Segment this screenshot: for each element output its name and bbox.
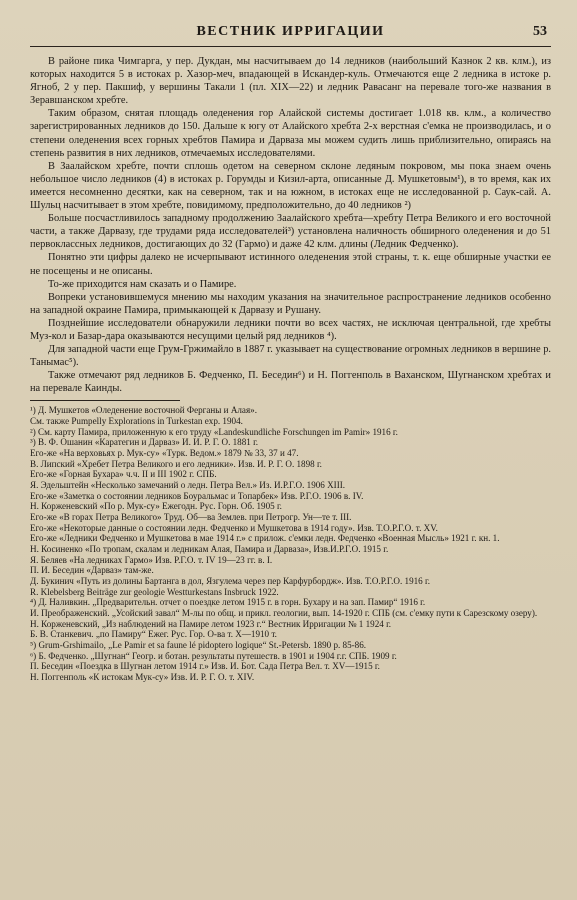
paragraph: Больше посчастливилось западному продолжению Заалайского хребта—хребту Петра Великого и его восточной части, а также Дарвазу, где трудами ряда исследователей³) установлена наличность обширного оледенения и до 51 первоклассных ледников, достигающих до 32 (Гармо) и даже 42 клм. длины (Ледник Федченко). (30, 213, 551, 251)
footnote: Н. Корженевский «По р. Мук-су» Ежегодн. Рус. Горн. Об. 1905 г. (30, 501, 282, 512)
footnote: Его-же «Горная Бухара» ч.ч. II и III 1902 г. СПБ. (30, 469, 217, 480)
paragraph: Также отмечают ряд ледников Б. Федченко, П. Беседин⁶) и Н. Поггенполь в Ваханском, Шугнанском хребтах и на перевале Каинды. (30, 370, 551, 395)
paragraph: Понятно эти цифры далеко не исчерпывают истинного оледенения этой страны, т. к. еще обширные участки ее не посещены и не описаны. (30, 252, 551, 277)
paragraph: Таким образом, снятая площадь оледенения гор Алайской системы достигает 1.018 кв. клм., а количество зарегистрированных ледников до 150. Дальше к югу от Алайского хребта 2-х верстная с'емка не производилась, и о степени оледенения всех горных хребтов Памира и Дарваза мы можем судить лишь приблизительно, опираясь на степень развития в них ледников, отмечаемых исследователями. (30, 108, 551, 159)
footnote: П. Беседин «Поездка в Шугнан летом 1914 г.» Изв. И. Бот. Сада Петра Вел. т. XV—1915 г. (30, 661, 380, 672)
footnote: Д. Букинич «Путь из долины Бартанга в дол, Язгулема через пер Карфурбордж». Изв. Т.О.Р.Г.О. 1916 г. (30, 575, 430, 586)
footnote: И. Преображенский. „Усойский завал“ М-лы по общ. и прикл. геологии, вып. 14-1920 г. СПБ (см. с'емку пути к Сарезскому озеру). (30, 607, 538, 618)
footnote: Н. Поггенполь «К истокам Мук-су» Изв. И. Р. Г. О. т. XIV. (30, 671, 255, 682)
footnote: В. Липский «Хребет Петра Великого и его ледники». Изв. И. Р. Г. О. 1898 г. (30, 458, 322, 469)
footnote: См. также Pumpelly Explorations in Turkestan exp. 1904. (30, 416, 243, 427)
journal-title: ВЕСТНИК ИРРИГАЦИИ (196, 24, 385, 39)
page-header (30, 24, 551, 47)
footnote: ¹) Д. Мушкетов «Оледенение восточной Ферганы и Алая». (30, 405, 257, 416)
paragraph: То-же приходится нам сказать и о Памире. (48, 278, 237, 290)
paragraph: Вопреки установившемуся мнению мы находим указания на значительное распространение ледников особенно на западной окраине Памира, примыкающей к Дарвазу и Рушану. (30, 291, 551, 316)
footnote: ²) См. карту Памира, приложенную к его труду «Landeskundliche Forschungen im Pamir» 1916 г. (30, 426, 398, 437)
paragraph: В Заалайском хребте, почти сплошь одетом на северном склоне ледяным покровом, мы пока знаем очень небольшое число ледников (4) в истоках р. Горумды и Кизил-арта, описанные Д. Мушкетовым¹), в то время, как их имеется несомненно десятки, как на северном, так и на южном, в истоках еще не исследованной р. Саук-сай. А. Шульц насчитывает в этом хребте, повидимому, предположительно, до 40 ледников ²) (30, 160, 551, 212)
footnote: Н. Корженевский, „Из наблюдений на Памире летом 1923 г.“ Вестник Ирригации № 1 1924 г. (30, 618, 392, 629)
footnote: Его-же «На верховьях р. Мук-су» «Турк. Ведом.» 1879 № 33, 37 и 47. (30, 448, 299, 459)
footnote: Б. В. Станкевич. „по Памиру“ Ежег. Рус. Гор. О-ва т. X—1910 т. (30, 629, 277, 640)
body-text (30, 55, 551, 395)
paragraph: Позднейшие исследователи обнаружили ледники почти во всех частях, не исключая центральной, где хребты Муз-кол и Базар-дара оказываются несущими целый ряд ледников ⁴). (30, 317, 551, 342)
paragraph: Для западной части еще Грум-Гржимайло в 1887 г. указывает на существование огромных ледников в вершине р. Танымас⁵). (30, 344, 551, 369)
footnote: Его-же «Ледники Федченко и Мушкетова в мае 1914 г.» с прилож. с'емки ледн. Федченко «Военная Мысль» 1921 г. кн. 1. (30, 533, 500, 544)
footnote: ⁶) Б. Федченко. „Шугнан“ Геогр. и ботан. результаты путешеств. в 1901 и 1904 г.г. СПБ. 1909 г. (30, 650, 397, 661)
footnote: R. Klebelsberg Beiträge zur geologie Westturkestans Insbruck 1922. (30, 586, 279, 597)
footnote: Н. Косиненко «По тропам, скалам и ледникам Алая, Памира и Дарваза», Изв.И.Р.Г.О. 1915 г. (30, 543, 389, 554)
footnote: Его-же «Некоторые данные о состоянии ледн. Федченко и Мушкетова в 1914 году». Изв. Т.О.Р.Г.О. т. XV. (30, 522, 438, 533)
footnote: ⁴) Д. Наливкин. „Предварительн. отчет о поездке летом 1915 г. в горн. Бухару и на зап. Памир“ 1916 г. (30, 597, 426, 608)
footnote: ⁵) Grum-Grshimailo, „Le Pamir et sa faune lé pidoptero logique“ St.-Petersb. 1890 p. 85-86. (30, 639, 367, 650)
footnote: Его-же «Заметка о состоянии ледников Боуральмас и Топарбек» Изв. Р.Г.О. 1906 в. IV. (30, 490, 364, 501)
footnote: Я. Беляев «На ледниках Гармо» Изв. Р.Г.О. т. IV 19—23 гг. в. I. (30, 554, 273, 565)
footnote: П. И. Беседин «Дарваз» там-же. (30, 565, 154, 576)
footnote: Я. Эдельштейн «Несколько замечаний о ледн. Петра Вел.» Из. И.Р.Г.О. 1906 XIII. (30, 480, 346, 491)
paragraph: В районе пика Чимгарга, у пер. Дукдан, мы насчитываем до 14 ледников (наибольший Казнок 2 кв. клм.), из которых находится 5 в истоках р. Хазор-меч, впадающей в Искандер-куль. Отмечаются еще 2 ледника в истоке р. Ягноб, 2 у пер. Пакшиф, у вершины Такали 1 (пл. XIX—22) и ледник Равасанг на перевале того-же названия в Зеравшанском хребте. (30, 56, 551, 107)
page-number: 53 (533, 24, 547, 39)
footnote: Его-же «В горах Петра Великого» Труд. Об—ва Землев. при Петрогр. Ун—те т. III. (30, 512, 352, 522)
footnotes (30, 405, 551, 682)
footnote: ³) В. Ф. Ошанин «Каратегин и Дарваз» И. И. Р. Г. О. 1881 г. (30, 437, 259, 448)
footnote-divider (30, 400, 180, 401)
